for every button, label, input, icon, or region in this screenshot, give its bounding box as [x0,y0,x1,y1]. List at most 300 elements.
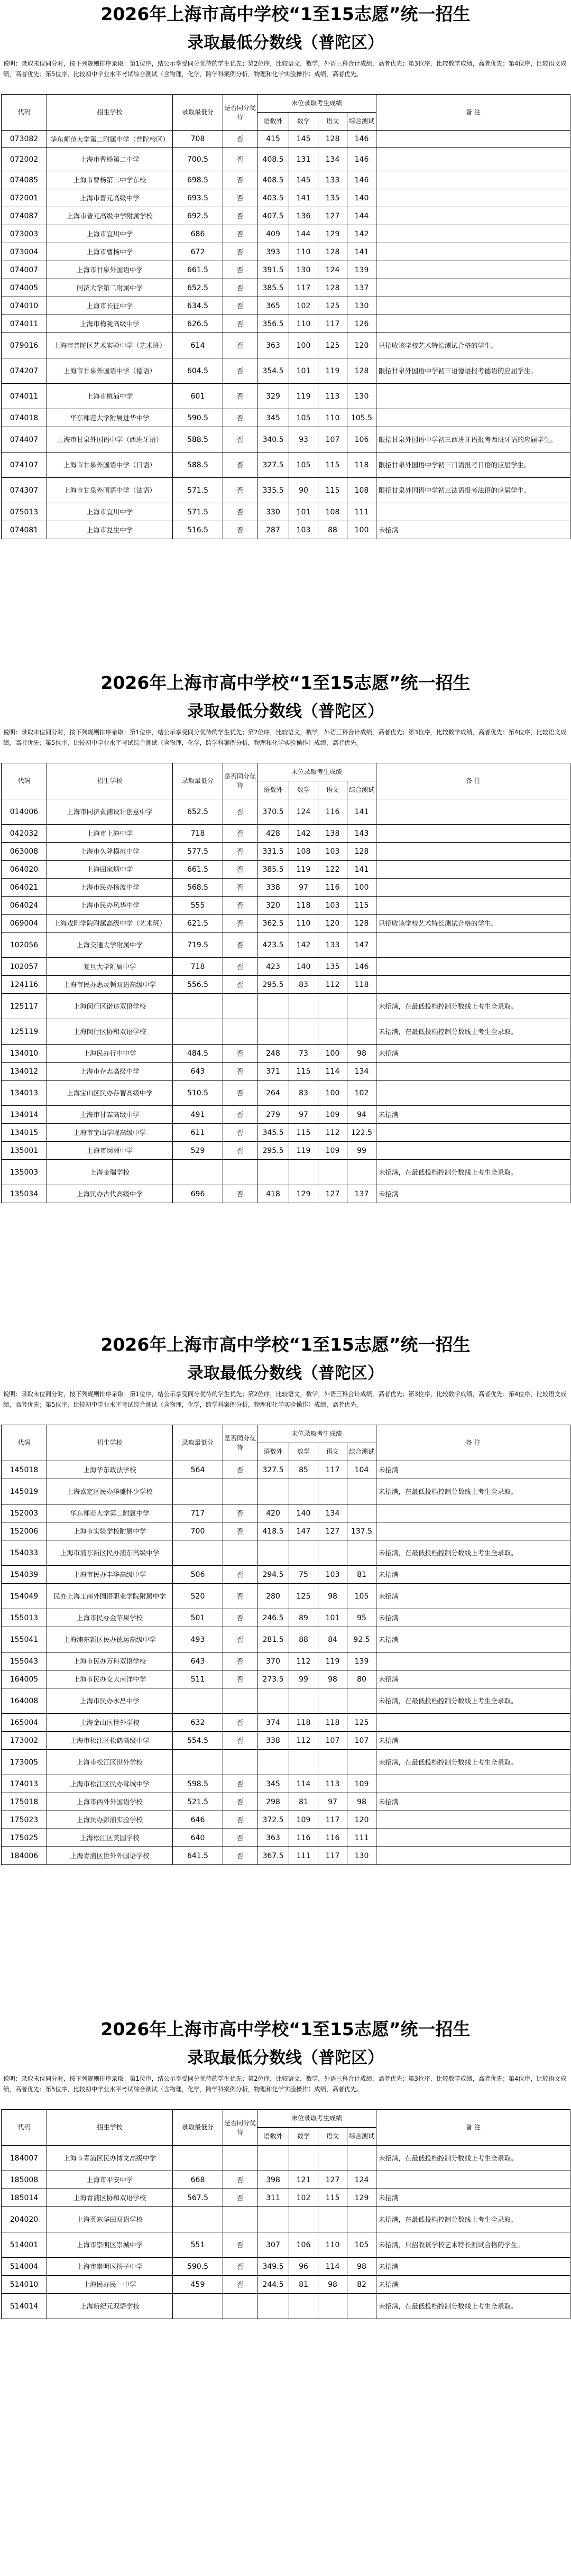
chinese-cell: 117 [318,315,347,333]
table-row [2,521,570,539]
school-cell: 上海市民办交大南洋中学 [47,1670,173,1688]
chinese-cell [318,1540,347,1566]
comprehensive-cell: 98 [347,2258,376,2276]
table-row [2,2171,570,2189]
total-cell: 248 [257,1045,289,1063]
school-cell: 上海青浦区协和双语学校 [47,2189,173,2207]
min-score-cell: 554.5 [173,1732,223,1750]
chinese-cell: 113 [318,1775,347,1793]
total-cell: 391.5 [257,261,289,279]
code-cell: 074207 [2,358,47,384]
remark-cell: 未招满 [376,2258,570,2276]
table-row [2,1045,570,1063]
priority-cell: 否 [223,958,257,976]
priority-cell: 否 [223,1609,257,1627]
code-cell: 145018 [2,1461,47,1479]
priority-cell: 否 [223,333,257,358]
min-score-cell: 696 [173,1185,223,1203]
page-section [0,1331,571,1865]
remark-cell [376,243,570,261]
total-cell: 393 [257,243,289,261]
min-score-cell: 590.5 [173,2258,223,2276]
code-cell: 064021 [2,879,47,897]
header-comprehensive: 综合测试 [347,781,376,799]
table-row [2,1142,570,1160]
math-cell: 115 [289,1124,318,1142]
remark-cell [376,1063,570,1081]
remark-cell: 只招收该学校艺术特长测试合格的学生。 [376,333,570,358]
school-cell: 上海英东华田双语学校 [47,2207,173,2232]
table-row [2,1829,570,1847]
comprehensive-cell: 118 [347,976,376,994]
priority-cell: 否 [223,1627,257,1652]
school-cell: 上海松江区美国学校 [47,1829,173,1847]
math-cell: 108 [289,843,318,861]
table-row [2,261,570,279]
min-score-cell [173,1479,223,1504]
min-score-cell: 708 [173,131,223,148]
code-cell: 204020 [2,2207,47,2232]
header-remark: 备 注 [376,95,570,131]
table-row [2,189,570,207]
header-min-score: 录取最低分 [173,1425,223,1461]
table-row [2,1081,570,1106]
remark-cell: 未招满，在最低投档控制分数线上考生全录取。 [376,2294,570,2319]
priority-cell: 否 [223,358,257,384]
total-cell: 349.5 [257,2258,289,2276]
remark-cell [376,1775,570,1793]
total-cell: 281.5 [257,1627,289,1652]
math-cell: 142 [289,932,318,958]
min-score-cell: 577.5 [173,843,223,861]
school-cell: 上海金瑞学校 [47,1160,173,1185]
remark-cell [376,1829,570,1847]
math-cell: 125 [289,1584,318,1609]
code-cell: 102056 [2,932,47,958]
school-cell: 同济大学第二附属中学 [47,279,173,297]
school-cell: 上海民办行中中学 [47,1045,173,1063]
total-cell: 370 [257,1652,289,1670]
remark-cell [376,932,570,958]
total-cell: 338 [257,879,289,897]
header-total: 语数外 [257,113,289,131]
code-cell: 079016 [2,333,47,358]
remark-cell [376,1652,570,1670]
min-score-cell: 511 [173,1670,223,1688]
school-cell: 上海市晋元高级中学 [47,189,173,207]
comprehensive-cell: 120 [347,333,376,358]
total-cell: 365 [257,297,289,315]
total-cell [257,2207,289,2232]
code-cell: 075013 [2,503,47,521]
school-cell: 上海市长征中学 [47,297,173,315]
comprehensive-cell: 141 [347,799,376,825]
math-cell: 119 [289,861,318,879]
total-cell: 372.5 [257,1811,289,1829]
remark-cell: 未招满 [376,1627,570,1652]
school-cell: 上海市松江区民办茸城中学 [47,1775,173,1793]
chinese-cell: 113 [318,384,347,409]
code-cell: 184006 [2,1847,47,1865]
school-cell: 上海市甘泉外国语中学（德语） [47,358,173,384]
chinese-cell: 118 [318,1714,347,1732]
table-row [2,453,570,478]
math-cell: 110 [289,315,318,333]
school-cell: 上海市民办永昌中学 [47,1688,173,1714]
comprehensive-cell: 141 [347,861,376,879]
comprehensive-cell: 109 [347,1775,376,1793]
priority-cell: 否 [223,1847,257,1865]
code-cell: 154049 [2,1584,47,1609]
total-cell: 371 [257,1063,289,1081]
priority-cell: 否 [223,861,257,879]
comprehensive-cell: 128 [347,358,376,384]
code-cell: 514004 [2,2258,47,2276]
comprehensive-cell: 146 [347,171,376,189]
school-cell: 上海田家炳中学 [47,861,173,879]
min-score-cell: 493 [173,1627,223,1652]
remark-cell [376,976,570,994]
remark-cell: 未招满，在最低投档控制分数线上考生全录取。 [376,2146,570,2171]
code-cell: 063008 [2,843,47,861]
remark-cell [376,171,570,189]
chinese-cell: 98 [318,1670,347,1688]
min-score-cell: 604.5 [173,358,223,384]
remark-cell [376,958,570,976]
math-cell: 75 [289,1566,318,1584]
priority-cell: 否 [223,1106,257,1124]
header-last-score-group: 末位录取考生成绩 [257,763,376,781]
school-cell: 上海市曹杨中学 [47,243,173,261]
total-cell [257,1540,289,1566]
priority-cell: 否 [223,478,257,503]
math-cell: 102 [289,297,318,315]
comprehensive-cell [347,1688,376,1714]
remark-cell: 未招满 [376,1185,570,1203]
header-school: 招生学校 [47,763,173,799]
total-cell: 287 [257,521,289,539]
code-cell: 074011 [2,315,47,333]
admission-table [1,1425,570,1865]
priority-cell: 否 [223,825,257,843]
code-cell: 155043 [2,1652,47,1670]
math-cell: 142 [289,825,318,843]
math-cell: 85 [289,1461,318,1479]
comprehensive-cell: 130 [347,297,376,315]
comprehensive-cell: 146 [347,131,376,148]
min-score-cell: 693.5 [173,189,223,207]
math-cell: 140 [289,958,318,976]
header-math: 数学 [289,781,318,799]
header-chinese: 语文 [318,113,347,131]
code-cell: 175023 [2,1811,47,1829]
header-math: 数学 [289,113,318,131]
remark-cell [376,1081,570,1106]
remark-cell [376,1504,570,1522]
remark-cell: 未招满，在最低投档控制分数线上考生全录取。 [376,2207,570,2232]
min-score-cell [173,1540,223,1566]
table-row [2,358,570,384]
chinese-cell: 124 [318,261,347,279]
code-cell: 134012 [2,1063,47,1081]
total-cell: 295.5 [257,1142,289,1160]
priority-cell: 否 [223,1811,257,1829]
table-row [2,932,570,958]
math-cell: 81 [289,1793,318,1811]
school-cell: 华东师范大学第二附属中学（普陀校区） [47,131,173,148]
table-row [2,1652,570,1670]
table-row [2,427,570,453]
comprehensive-cell: 141 [347,243,376,261]
priority-cell: 否 [223,1081,257,1106]
min-score-cell: 643 [173,1652,223,1670]
priority-cell: 否 [223,879,257,897]
school-cell: 上海市崇明区扬子中学 [47,2258,173,2276]
math-cell: 110 [289,243,318,261]
page-section [0,0,571,539]
remark-cell: 未招满 [376,1106,570,1124]
school-cell: 上海华东政法学校 [47,1461,173,1479]
remark-cell: 未招满，只招收该学校艺术特长测试合格的学生。 [376,2232,570,2258]
comprehensive-cell: 95 [347,1609,376,1627]
code-cell: 152003 [2,1504,47,1522]
code-cell: 134014 [2,1106,47,1124]
remark-cell: 限招甘泉外国语中学初三日语报考日语的应届学生。 [376,453,570,478]
table-row [2,2189,570,2207]
table-row [2,2207,570,2232]
document-title: 2026年上海市高中学校“1至15志愿”统一招生 [100,672,471,693]
table-row [2,2146,570,2171]
total-cell: 345 [257,1775,289,1793]
priority-cell: 否 [223,409,257,427]
table-row [2,1847,570,1865]
math-cell [289,1750,318,1775]
comprehensive-cell [347,2294,376,2319]
min-score-cell: 634.5 [173,297,223,315]
comprehensive-cell [347,2207,376,2232]
school-cell: 上海市甘泉外国语中学 [47,261,173,279]
total-cell: 354.5 [257,358,289,384]
comprehensive-cell: 105 [347,2232,376,2258]
priority-cell: 否 [223,1584,257,1609]
math-cell: 96 [289,2258,318,2276]
chinese-cell: 114 [318,2258,347,2276]
total-cell: 418.5 [257,1522,289,1540]
total-cell: 363 [257,333,289,358]
table-row [2,1775,570,1793]
total-cell [257,994,289,1019]
page-section [0,2015,571,2319]
school-cell: 上海浦东新区民办德运高级中学 [47,1627,173,1652]
priority-cell: 否 [223,243,257,261]
school-cell: 上海民办民一中学 [47,2276,173,2294]
min-score-cell: 571.5 [173,478,223,503]
total-cell: 327.5 [257,453,289,478]
code-cell: 074011 [2,384,47,409]
min-score-cell: 661.5 [173,861,223,879]
table-row [2,1185,570,1203]
chinese-cell: 112 [318,976,347,994]
table-row [2,1750,570,1775]
table-row [2,1793,570,1811]
math-cell: 101 [289,503,318,521]
table-row [2,1714,570,1732]
school-cell: 上海戏剧学院附属高级中学（艺术班） [47,915,173,932]
total-cell: 398 [257,2171,289,2189]
min-score-cell [173,1019,223,1045]
priority-cell: 否 [223,1504,257,1522]
chinese-cell [318,1160,347,1185]
priority-cell: 否 [223,915,257,932]
total-cell [257,2146,289,2171]
math-cell: 105 [289,453,318,478]
header-min-score: 录取最低分 [173,763,223,799]
chinese-cell: 98 [318,1584,347,1609]
priority-cell: 否 [223,2276,257,2294]
math-cell: 101 [289,358,318,384]
chinese-cell: 103 [318,843,347,861]
chinese-cell: 108 [318,503,347,521]
min-score-cell [173,2207,223,2232]
min-score-cell: 621.5 [173,915,223,932]
min-score-cell: 588.5 [173,453,223,478]
code-cell: 134015 [2,1124,47,1142]
table-row [2,1019,570,1045]
math-cell: 112 [289,1732,318,1750]
priority-cell: 否 [223,503,257,521]
priority-cell: 否 [223,2171,257,2189]
table-row [2,976,570,994]
total-cell: 428 [257,825,289,843]
min-score-cell: 567.5 [173,2189,223,2207]
chinese-cell: 109 [318,1106,347,1124]
header-min-score: 录取最低分 [173,95,223,131]
math-cell [289,1540,318,1566]
table-row [2,825,570,843]
school-cell: 上海市崇明区崇城中学 [47,2232,173,2258]
total-cell: 298 [257,1793,289,1811]
priority-cell: 否 [223,1185,257,1203]
chinese-cell [318,2294,347,2319]
comprehensive-cell: 106 [347,427,376,453]
min-score-cell: 568.5 [173,879,223,897]
priority-cell: 否 [223,976,257,994]
priority-cell: 否 [223,843,257,861]
chinese-cell: 122 [318,861,347,879]
school-cell: 上海闵行区协和双语学校 [47,1019,173,1045]
total-cell: 294.5 [257,1566,289,1584]
remark-cell: 未招满，在最低投档控制分数线上考生全录取。 [376,994,570,1019]
table-row [2,1106,570,1124]
total-cell: 408.5 [257,148,289,171]
remark-cell [376,279,570,297]
chinese-cell: 117 [318,1847,347,1865]
total-cell: 311 [257,2189,289,2207]
total-cell: 367.5 [257,1847,289,1865]
code-cell: 152006 [2,1522,47,1540]
comprehensive-cell: 81 [347,1566,376,1584]
chinese-cell: 103 [318,1566,347,1584]
document-title: 2026年上海市高中学校“1至15志愿”统一招生 [100,2019,471,2039]
comprehensive-cell: 120 [347,1811,376,1829]
min-score-cell: 646 [173,1811,223,1829]
math-cell: 109 [289,1811,318,1829]
ranking-rules-note: 说明：录取未位同分时，按下列规则排序录取：第1位序，结公示享受同分优待的学生优先；第2位序，比较语文，数学，外语三科合计成绩，高者优先；第3位序，比较数学成绩，高者优先；第4位序，比较语文成绩，高者优先；第5位序，比较初中学业水平考试综合测试（含物理，化学，跨学科案例分析，物理和化学实验操作）成绩，高者优先。 [3,1390,567,1408]
min-score-cell: 698.5 [173,171,223,189]
remark-cell [376,879,570,897]
min-score-cell: 564 [173,1461,223,1479]
code-cell: 064020 [2,861,47,879]
header-total: 语数外 [257,781,289,799]
remark-cell: 限招甘泉外国语中学初三西班牙语报考西班牙语的应届学生。 [376,427,570,453]
code-cell: 174013 [2,1775,47,1793]
header-total: 语数外 [257,1443,289,1461]
priority-cell: 否 [223,1775,257,1793]
table-row [2,1670,570,1688]
comprehensive-cell: 130 [347,384,376,409]
chinese-cell: 127 [318,1522,347,1540]
priority-cell: 否 [223,131,257,148]
priority-cell: 否 [223,1793,257,1811]
min-score-cell: 626.5 [173,315,223,333]
remark-cell [376,207,570,225]
table-row [2,799,570,825]
code-cell: 042032 [2,825,47,843]
document-subtitle: 录取最低分数线（普陀区） [187,2048,384,2067]
total-cell: 335.5 [257,478,289,503]
code-cell: 165004 [2,1714,47,1732]
school-cell: 上海市宝山学曜高级中学 [47,1124,173,1142]
code-cell: 175025 [2,1829,47,1847]
total-cell: 409 [257,225,289,243]
min-score-cell: 529 [173,1142,223,1160]
header-school: 招生学校 [47,95,173,131]
min-score-cell: 641.5 [173,1847,223,1865]
school-cell: 上海宝山区民办存智高级中学 [47,1081,173,1106]
comprehensive-cell: 146 [347,148,376,171]
code-cell: 074010 [2,297,47,315]
comprehensive-cell: 128 [347,915,376,932]
math-cell: 119 [289,384,318,409]
admission-table [1,2109,570,2319]
school-cell: 上海市曹杨第二中学 [47,148,173,171]
chinese-cell: 117 [318,1461,347,1479]
school-cell: 华东师范大学第二附属中学 [47,1504,173,1522]
math-cell: 131 [289,148,318,171]
chinese-cell [318,2207,347,2232]
min-score-cell: 611 [173,1124,223,1142]
chinese-cell: 115 [318,2189,347,2207]
min-score-cell: 672 [173,243,223,261]
math-cell: 129 [289,1185,318,1203]
math-cell: 115 [289,1063,318,1081]
school-cell: 上海市甘泉外国语中学（西班牙语） [47,427,173,453]
table-row [2,2276,570,2294]
remark-cell: 限招甘泉外国语中学初三语德语报考德语的应届学生。 [376,358,570,384]
chinese-cell: 134 [318,1504,347,1522]
comprehensive-cell: 118 [347,453,376,478]
chinese-cell [318,2146,347,2171]
table-row [2,1461,570,1479]
school-cell: 上海市西外外国语学校 [47,1793,173,1811]
chinese-cell: 115 [318,453,347,478]
table-row [2,1566,570,1584]
math-cell: 89 [289,1609,318,1627]
comprehensive-cell: 130 [347,1847,376,1865]
chinese-cell: 110 [318,2232,347,2258]
remark-cell: 未招满 [376,1566,570,1584]
total-cell: 418 [257,1185,289,1203]
